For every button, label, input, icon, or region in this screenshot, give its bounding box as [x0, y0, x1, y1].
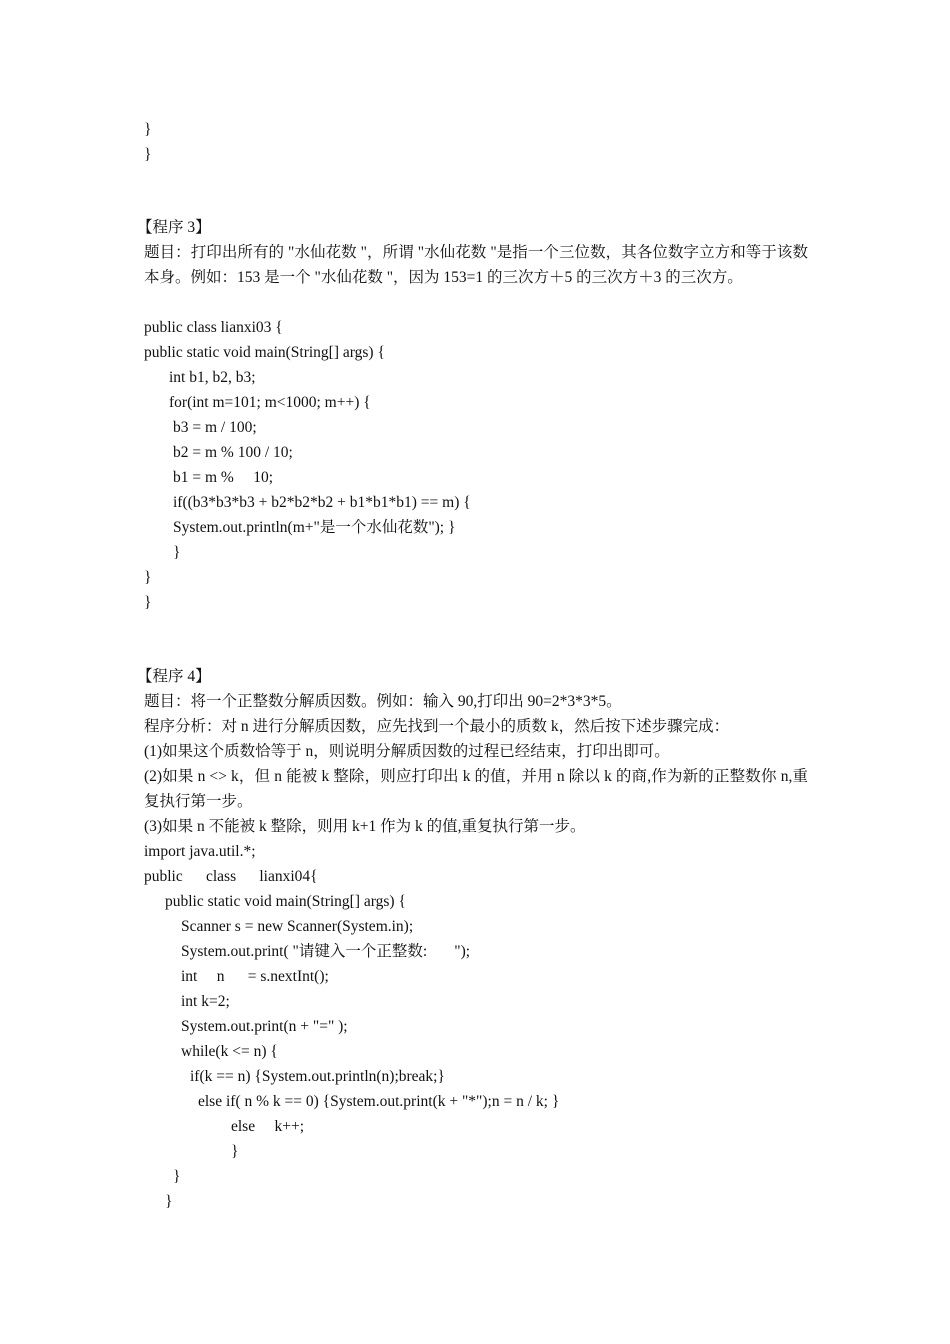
code-line: if(k == n) {System.out.println(n);break;}	[190, 1068, 445, 1085]
code-line: }	[173, 1168, 181, 1185]
code-line: else k++;	[231, 1118, 305, 1135]
code-line: System.out.print(n + "=" );	[181, 1018, 348, 1035]
program-4-step-2: (2)如果 n <> k，但 n 能被 k 整除，则应打印出 k 的值，并用 n 除以 k 的商,作为新的正整数你 n,重复执行第一步。	[144, 768, 808, 810]
code-line: b2 = m % 100 / 10;	[173, 444, 293, 461]
code-line: }	[165, 1193, 173, 1210]
program-4-analysis: 程序分析：对 n 进行分解质因数，应先找到一个最小的质数 k，然后按下述步骤完成：	[144, 718, 730, 735]
closing-brace: }	[144, 146, 152, 163]
program-4-step-1: (1)如果这个质数恰等于 n，则说明分解质因数的过程已经结束，打印出即可。	[144, 743, 670, 760]
program-3-heading: 【程序 3】	[137, 219, 211, 236]
code-line: public static void main(String[] args) {	[144, 344, 385, 361]
code-line: b3 = m / 100;	[173, 419, 257, 436]
code-line: }	[144, 594, 152, 611]
closing-brace: }	[144, 121, 152, 138]
code-line: }	[173, 544, 181, 561]
code-line: int n = s.nextInt();	[181, 968, 329, 985]
code-line: System.out.print( "请键入一个正整数: ");	[181, 943, 471, 960]
code-line: for(int m=101; m<1000; m++) {	[169, 394, 371, 411]
program-4-problem-statement: 题目：将一个正整数分解质因数。例如：输入 90,打印出 90=2*3*3*5。	[144, 693, 622, 710]
code-line: Scanner s = new Scanner(System.in);	[181, 918, 414, 935]
code-line: public class lianxi04{	[144, 868, 318, 885]
code-line: public static void main(String[] args) {	[165, 893, 406, 910]
code-line: public class lianxi03 {	[144, 319, 283, 336]
program-4-heading: 【程序 4】	[137, 668, 211, 685]
code-line: else if( n % k == 0) {System.out.print(k + "*");n = n / k; }	[198, 1093, 560, 1110]
code-line: }	[144, 569, 152, 586]
code-line: b1 = m % 10;	[173, 469, 274, 486]
code-line: if((b3*b3*b3 + b2*b2*b2 + b1*b1*b1) == m) {	[173, 494, 471, 511]
code-line: int k=2;	[181, 993, 230, 1010]
code-line: import java.util.*;	[144, 843, 256, 860]
code-line: while(k <= n) {	[181, 1043, 278, 1060]
code-line: }	[231, 1143, 239, 1160]
code-line: int b1, b2, b3;	[169, 369, 256, 386]
program-3-problem-statement: 题目：打印出所有的 "水仙花数 "，所谓 "水仙花数 "是指一个三位数，其各位数字立方和等于该数本身。例如：153 是一个 "水仙花数 "，因为 153=1 的三次方＋5 的三次方＋3 的三次方。	[144, 244, 808, 286]
program-4-step-3: (3)如果 n 不能被 k 整除，则用 k+1 作为 k 的值,重复执行第一步。	[144, 818, 586, 835]
code-line: System.out.println(m+"是一个水仙花数"); }	[173, 519, 456, 536]
